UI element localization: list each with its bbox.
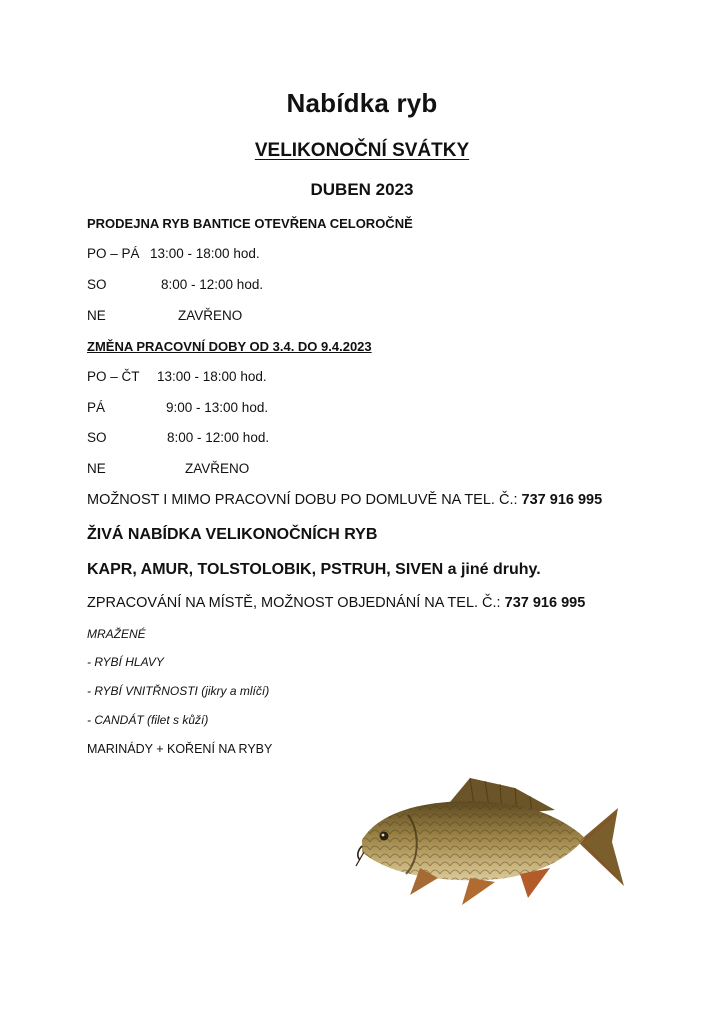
extras-line: MARINÁDY + KOŘENÍ NA RYBY [87, 742, 273, 756]
processing-phone: 737 916 995 [504, 595, 586, 611]
contact-line [87, 492, 602, 508]
offer-species: KAPR, AMUR, TOLSTOLOBIK, PSTRUH, SIVEN a jiné druhy. [87, 561, 541, 578]
offer-heading: ŽIVÁ NABÍDKA VELIKONOČNÍCH RYB [87, 526, 378, 543]
shop-time: 13:00 - 18:00 hod. [150, 246, 260, 261]
change-day: SO [87, 430, 107, 445]
change-day: PÁ [87, 400, 106, 415]
frozen-item: - RYBÍ HLAVY [87, 655, 164, 669]
change-day: NE [87, 461, 106, 476]
contact-text: MOŽNOST I MIMO PRACOVNÍ DOBU PO DOMLUVĚ NA TEL. Č.: [87, 492, 522, 508]
shop-day: SO [87, 277, 107, 292]
frozen-item: - CANDÁT (filet s kůží) [87, 713, 209, 727]
change-day: PO – ČT [87, 369, 140, 384]
shop-heading: PRODEJNA RYB BANTICE OTEVŘENA CELOROČNĚ [87, 216, 413, 231]
shop-day: NE [87, 308, 106, 323]
frozen-item: - RYBÍ VNITŘNOSTI (jikry a mlíčí) [87, 684, 270, 698]
processing-text: ZPRACOVÁNÍ NA MÍSTĚ, MOŽNOST OBJEDNÁNÍ NA TEL. Č.: [87, 595, 505, 611]
shop-day: PO – PÁ [87, 246, 140, 261]
page-subtitle: VELIKONOČNÍ SVÁTKY [254, 140, 470, 161]
change-time: 13:00 - 18:00 hod. [157, 369, 267, 384]
change-heading: ZMĚNA PRACOVNÍ DOBY OD 3.4. DO 9.4.2023 [87, 339, 372, 354]
change-time: 8:00 - 12:00 hod. [167, 430, 270, 445]
change-time: ZAVŘENO [185, 461, 250, 476]
change-time: 9:00 - 13:00 hod. [166, 400, 269, 415]
page-month: DUBEN 2023 [310, 180, 414, 199]
page-title: Nabídka ryb [286, 88, 438, 118]
carp-fish-icon [350, 770, 630, 915]
frozen-heading: MRAŽENÉ [87, 627, 146, 641]
shop-time: ZAVŘENO [178, 308, 243, 323]
contact-phone: 737 916 995 [521, 492, 603, 508]
processing-line [87, 595, 585, 611]
shop-time: 8:00 - 12:00 hod. [161, 277, 264, 292]
